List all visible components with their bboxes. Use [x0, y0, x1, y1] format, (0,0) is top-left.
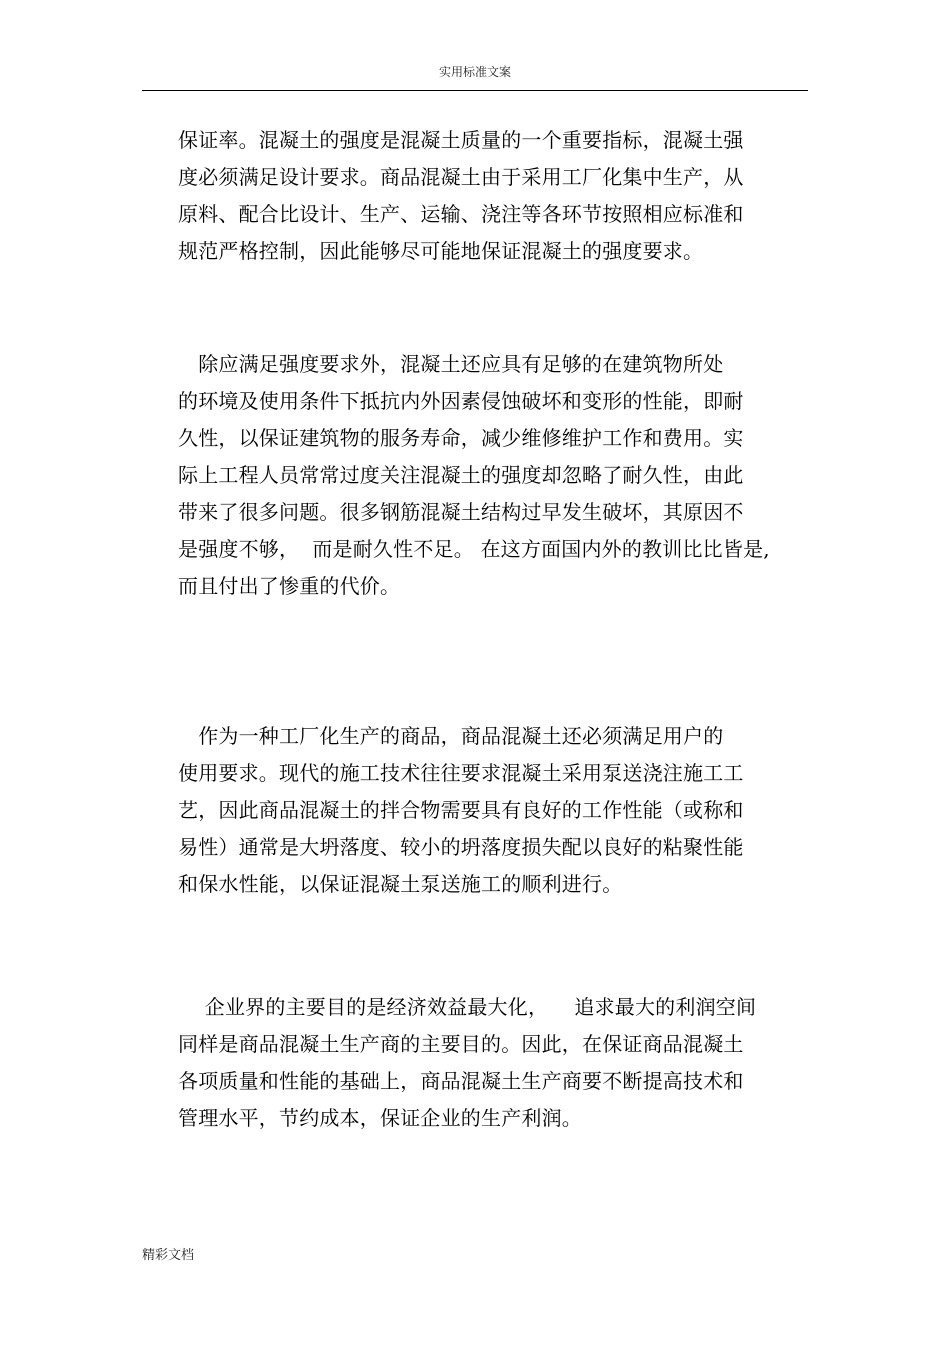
paragraph-strength	[178, 122, 788, 270]
text-line: 管理水平，节约成本，保证企业的生产利润。	[178, 1106, 582, 1130]
text-line: 规范严格控制，因此能够尽可能地保证混凝土的强度要求。	[178, 239, 704, 263]
paragraph-workability	[178, 718, 788, 903]
text-line: 艺，因此商品混凝土的拌合物需要具有良好的工作性能（或称和	[178, 798, 744, 822]
text-line: 的环境及使用条件下抵抗内外因素侵蚀破坏和变形的性能，即耐	[178, 389, 744, 413]
text-line: 和保水性能，以保证混凝土泵送施工的顺利进行。	[178, 872, 623, 896]
text-line: 作为一种工厂化生产的商品，商品混凝土还必须满足用户的	[178, 724, 724, 748]
text-line: 保证率。混凝土的强度是混凝土质量的一个重要指标，混凝土强	[178, 128, 744, 152]
text-line: 带来了很多问题。很多钢筋混凝土结构过早发生破坏，其原因不	[178, 500, 744, 524]
text-line: 使用要求。现代的施工技术往往要求混凝土采用泵送浇注施工工	[178, 761, 744, 785]
page-footer: 精彩文档	[142, 1248, 195, 1263]
text-line: 同样是商品混凝土生产商的主要目的。因此，在保证商品混凝土	[178, 1032, 744, 1056]
text-line: 而且付出了惨重的代价。	[178, 574, 401, 598]
header-divider	[142, 90, 808, 91]
text-line: 除应满足强度要求外，混凝土还应具有足够的在建筑物所处	[178, 352, 724, 376]
text-line: 各项质量和性能的基础上，商品混凝土生产商要不断提高技术和	[178, 1069, 744, 1093]
paragraph-durability	[178, 346, 788, 605]
text-line: 企业界的主要目的是经济效益最大化， 追求最大的利润空间	[178, 995, 757, 1019]
text-line: 易性）通常是大坍落度、较小的坍落度损失配以良好的粘聚性能	[178, 835, 744, 859]
paragraph-profit	[178, 989, 788, 1137]
text-line: 原料、配合比设计、生产、运输、浇注等各环节按照相应标准和	[178, 202, 744, 226]
text-line: 是强度不够， 而是耐久性不足。 在这方面国内外的教训比比皆是,	[178, 537, 770, 561]
page-header: 实用标准文案	[438, 65, 511, 79]
text-line: 久性，以保证建筑物的服务寿命，减少维修维护工作和费用。实	[178, 426, 744, 450]
text-line: 际上工程人员常常过度关注混凝土的强度却忽略了耐久性，由此	[178, 463, 744, 487]
text-line: 度必须满足设计要求。商品混凝土由于采用工厂化集中生产，从	[178, 165, 744, 189]
